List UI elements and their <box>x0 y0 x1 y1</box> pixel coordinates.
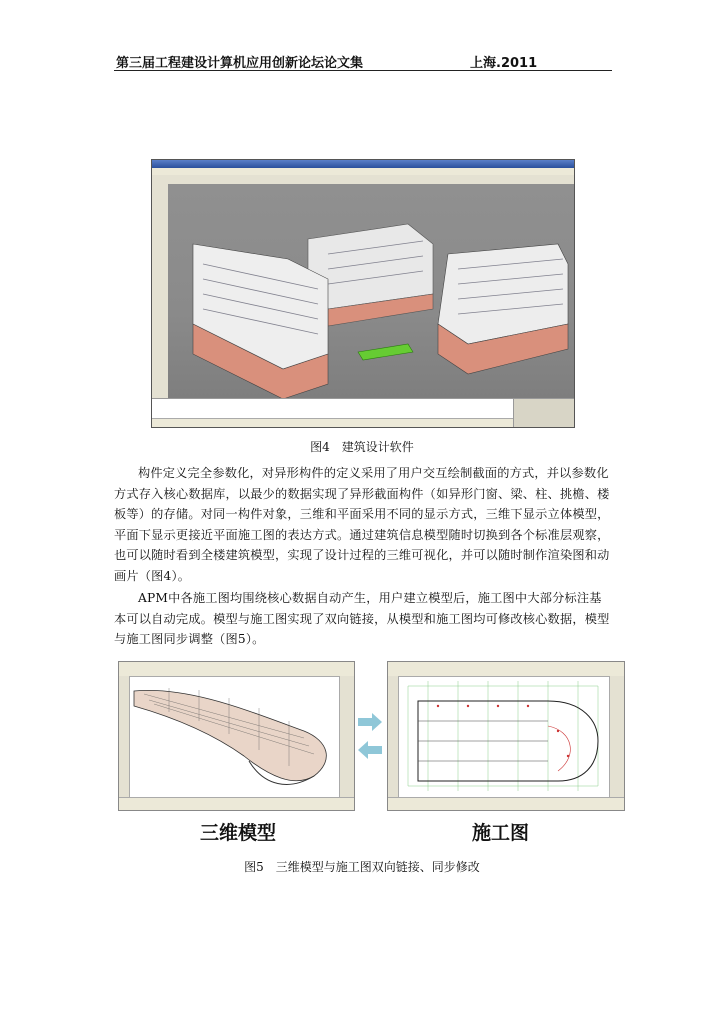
app-left-toolbar <box>152 184 169 399</box>
drawing-toolbar <box>388 662 624 677</box>
figure-5-construction-drawing-screenshot <box>387 661 625 811</box>
paragraph-1-text: 构件定义完全参数化，对异形构件的定义采用了用户交互绘制截面的方式，并以参数化方式存入核心数据库，以最少的数据实现了异形截面构件（如异形门窗、梁、柱、挑檐、楼板等）的存储。对同一构件对象，三维和平面采用不同的显示方式，三维下显示立体模型，平面下显示更接近平面施工图的表达方式。通过建筑信息模型随时切换到各个标准层观察，也可以随时看到全楼建筑模型，实现了设计过程的三维可视化，并可以随时制作渲染图和动画片（图4）。 <box>114 466 610 583</box>
bidirectional-arrows <box>356 712 384 762</box>
3d-model-drawing <box>129 676 340 798</box>
model-statusbar <box>119 797 354 810</box>
label-3d-model: 三维模型 <box>200 822 277 844</box>
model-toolbar <box>119 662 354 677</box>
paragraph-2 <box>114 588 612 650</box>
app-statusbar <box>152 418 574 427</box>
figure-4-caption: 图4 建筑设计软件 <box>310 440 414 454</box>
drawing-right-toolbar <box>609 676 624 798</box>
header-title: 第三届工程建设计算机应用创新论坛论文集 <box>116 56 364 71</box>
paragraph-1 <box>114 463 612 586</box>
drawing-statusbar <box>388 797 624 810</box>
header-location-year: 上海.2011 <box>470 56 538 71</box>
command-window <box>152 398 574 419</box>
building-model-drawing <box>168 184 574 399</box>
label-construction-drawing: 施工图 <box>472 822 530 844</box>
app-titlebar <box>152 160 574 168</box>
figure-4-screenshot <box>151 159 575 428</box>
paragraph-2-text: APM中各施工图均围绕核心数据自动产生，用户建立模型后，施工图中大部分标注基本可以自动完成。模型与施工图实现了双向链接，从模型和施工图均可修改核心数据，模型与施工图同步调整（图5）。 <box>114 591 610 646</box>
tool-dock <box>513 399 574 427</box>
floor-plan-drawing <box>398 676 610 798</box>
running-header <box>114 48 612 71</box>
arrow-left-icon <box>358 741 382 759</box>
model-right-toolbar <box>339 676 354 798</box>
3d-viewport <box>168 184 574 399</box>
arrow-right-icon <box>358 713 382 731</box>
figure-5-3d-model-screenshot <box>118 661 355 811</box>
figure-5-caption: 图5 三维模型与施工图双向链接、同步修改 <box>244 860 480 874</box>
